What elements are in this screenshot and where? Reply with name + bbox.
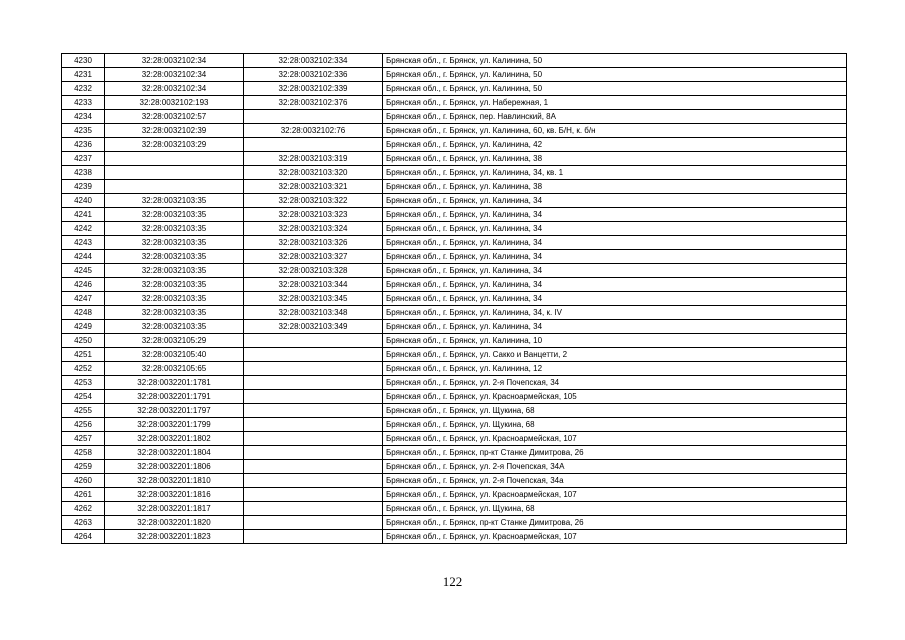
object-cadastral-number-cell: [244, 418, 383, 432]
table-row: [62, 278, 847, 292]
object-cadastral-number-cell: [244, 362, 383, 376]
object-cadastral-number-cell: [244, 110, 383, 124]
table-row: [62, 306, 847, 320]
address-cell: Брянская обл., г. Брянск, ул. Калинина, 42: [383, 138, 847, 152]
row-number-cell: 4239: [62, 180, 105, 194]
row-number-cell: 4235: [62, 124, 105, 138]
object-cadastral-number-cell: 32:28:0032103:344: [244, 278, 383, 292]
address-cell: Брянская обл., г. Брянск, пер. Навлинский, 8А: [383, 110, 847, 124]
table-row: [62, 110, 847, 124]
table-row: [62, 446, 847, 460]
address-cell: Брянская обл., г. Брянск, ул. Калинина, 34: [383, 222, 847, 236]
cadastral-number-cell: 32:28:0032103:35: [105, 278, 244, 292]
table-row: [62, 138, 847, 152]
row-number-cell: 4242: [62, 222, 105, 236]
row-number-cell: 4234: [62, 110, 105, 124]
row-number-cell: 4260: [62, 474, 105, 488]
row-number-cell: 4251: [62, 348, 105, 362]
address-cell: Брянская обл., г. Брянск, ул. Калинина, 34: [383, 194, 847, 208]
cadastral-number-cell: 32:28:0032102:57: [105, 110, 244, 124]
row-number-cell: 4257: [62, 432, 105, 446]
object-cadastral-number-cell: [244, 348, 383, 362]
address-cell: Брянская обл., г. Брянск, ул. Калинина, 34, к. IV: [383, 306, 847, 320]
address-cell: Брянская обл., г. Брянск, пр-кт Станке Димитрова, 26: [383, 516, 847, 530]
table-row: [62, 264, 847, 278]
address-cell: Брянская обл., г. Брянск, ул. Калинина, 50: [383, 68, 847, 82]
table-row: [62, 166, 847, 180]
address-cell: Брянская обл., г. Брянск, ул. Набережная, 1: [383, 96, 847, 110]
row-number-cell: 4264: [62, 530, 105, 544]
cadastral-number-cell: 32:28:0032102:34: [105, 68, 244, 82]
address-cell: Брянская обл., г. Брянск, ул. Калинина, 34: [383, 320, 847, 334]
cadastral-number-cell: 32:28:0032103:35: [105, 320, 244, 334]
cadastral-number-cell: [105, 180, 244, 194]
cadastral-number-cell: 32:28:0032102:193: [105, 96, 244, 110]
cadastral-number-cell: 32:28:0032201:1823: [105, 530, 244, 544]
address-cell: Брянская обл., г. Брянск, ул. Красноармейская, 105: [383, 390, 847, 404]
address-cell: Брянская обл., г. Брянск, ул. Калинина, 38: [383, 180, 847, 194]
table-row: [62, 362, 847, 376]
cadastral-number-cell: 32:28:0032103:35: [105, 236, 244, 250]
row-number-cell: 4246: [62, 278, 105, 292]
row-number-cell: 4241: [62, 208, 105, 222]
address-cell: Брянская обл., г. Брянск, ул. Калинина, 34: [383, 208, 847, 222]
row-number-cell: 4238: [62, 166, 105, 180]
row-number-cell: 4262: [62, 502, 105, 516]
table-row: [62, 530, 847, 544]
table-row: [62, 474, 847, 488]
row-number-cell: 4236: [62, 138, 105, 152]
object-cadastral-number-cell: [244, 446, 383, 460]
address-cell: Брянская обл., г. Брянск, ул. 2-я Почепская, 34: [383, 376, 847, 390]
address-cell: Брянская обл., г. Брянск, ул. 2-я Почепская, 34а: [383, 474, 847, 488]
object-cadastral-number-cell: [244, 474, 383, 488]
row-number-cell: 4230: [62, 54, 105, 68]
address-cell: Брянская обл., г. Брянск, ул. Калинина, 34: [383, 292, 847, 306]
address-cell: Брянская обл., г. Брянск, ул. Калинина, 50: [383, 54, 847, 68]
row-number-cell: 4258: [62, 446, 105, 460]
object-cadastral-number-cell: 32:28:0032102:339: [244, 82, 383, 96]
row-number-cell: 4253: [62, 376, 105, 390]
table-row: [62, 292, 847, 306]
object-cadastral-number-cell: [244, 530, 383, 544]
table-row: [62, 96, 847, 110]
cadastral-number-cell: 32:28:0032201:1799: [105, 418, 244, 432]
table-row: [62, 208, 847, 222]
cadastral-number-cell: 32:28:0032102:34: [105, 82, 244, 96]
cadastral-number-cell: 32:28:0032201:1816: [105, 488, 244, 502]
row-number-cell: 4244: [62, 250, 105, 264]
address-cell: Брянская обл., г. Брянск, ул. Калинина, 34: [383, 278, 847, 292]
object-cadastral-number-cell: [244, 502, 383, 516]
row-number-cell: 4249: [62, 320, 105, 334]
registry-table-body: [62, 54, 847, 544]
table-row: [62, 432, 847, 446]
table-row: [62, 54, 847, 68]
table-row: [62, 404, 847, 418]
object-cadastral-number-cell: 32:28:0032103:323: [244, 208, 383, 222]
object-cadastral-number-cell: [244, 460, 383, 474]
address-cell: Брянская обл., г. Брянск, ул. Щукина, 68: [383, 502, 847, 516]
address-cell: Брянская обл., г. Брянск, ул. Красноармейская, 107: [383, 432, 847, 446]
address-cell: Брянская обл., г. Брянск, ул. Калинина, 12: [383, 362, 847, 376]
row-number-cell: 4237: [62, 152, 105, 166]
address-cell: Брянская обл., г. Брянск, ул. 2-я Почепская, 34А: [383, 460, 847, 474]
row-number-cell: 4243: [62, 236, 105, 250]
table-row: [62, 516, 847, 530]
object-cadastral-number-cell: 32:28:0032103:345: [244, 292, 383, 306]
row-number-cell: 4263: [62, 516, 105, 530]
object-cadastral-number-cell: [244, 404, 383, 418]
row-number-cell: 4250: [62, 334, 105, 348]
object-cadastral-number-cell: 32:28:0032103:326: [244, 236, 383, 250]
object-cadastral-number-cell: [244, 488, 383, 502]
address-cell: Брянская обл., г. Брянск, ул. Щукина, 68: [383, 418, 847, 432]
table-row: [62, 502, 847, 516]
object-cadastral-number-cell: 32:28:0032103:348: [244, 306, 383, 320]
row-number-cell: 4245: [62, 264, 105, 278]
cadastral-number-cell: 32:28:0032105:40: [105, 348, 244, 362]
cadastral-number-cell: 32:28:0032201:1781: [105, 376, 244, 390]
object-cadastral-number-cell: 32:28:0032102:76: [244, 124, 383, 138]
table-row: [62, 222, 847, 236]
table-row: [62, 180, 847, 194]
cadastral-number-cell: 32:28:0032103:35: [105, 250, 244, 264]
page-number: 122: [442, 574, 463, 589]
object-cadastral-number-cell: 32:28:0032103:319: [244, 152, 383, 166]
cadastral-number-cell: 32:28:0032103:35: [105, 222, 244, 236]
cadastral-number-cell: 32:28:0032201:1810: [105, 474, 244, 488]
table-row: [62, 320, 847, 334]
cadastral-number-cell: 32:28:0032105:29: [105, 334, 244, 348]
object-cadastral-number-cell: 32:28:0032102:376: [244, 96, 383, 110]
cadastral-number-cell: 32:28:0032103:35: [105, 264, 244, 278]
cadastral-number-cell: [105, 152, 244, 166]
object-cadastral-number-cell: [244, 376, 383, 390]
cadastral-number-cell: 32:28:0032103:35: [105, 292, 244, 306]
address-cell: Брянская обл., г. Брянск, ул. Калинина, 60, кв. Б/Н, к. б/н: [383, 124, 847, 138]
address-cell: Брянская обл., г. Брянск, ул. Калинина, 38: [383, 152, 847, 166]
address-cell: Брянская обл., г. Брянск, ул. Красноармейская, 107: [383, 530, 847, 544]
table-row: [62, 250, 847, 264]
object-cadastral-number-cell: 32:28:0032102:336: [244, 68, 383, 82]
address-cell: Брянская обл., г. Брянск, ул. Калинина, 34, кв. 1: [383, 166, 847, 180]
address-cell: Брянская обл., г. Брянск, ул. Калинина, 50: [383, 82, 847, 96]
table-row: [62, 68, 847, 82]
table-row: [62, 460, 847, 474]
cadastral-number-cell: 32:28:0032102:34: [105, 54, 244, 68]
table-row: [62, 194, 847, 208]
object-cadastral-number-cell: 32:28:0032103:324: [244, 222, 383, 236]
cadastral-number-cell: 32:28:0032201:1817: [105, 502, 244, 516]
object-cadastral-number-cell: [244, 138, 383, 152]
cadastral-number-cell: 32:28:0032201:1797: [105, 404, 244, 418]
row-number-cell: 4254: [62, 390, 105, 404]
object-cadastral-number-cell: [244, 432, 383, 446]
object-cadastral-number-cell: [244, 334, 383, 348]
table-row: [62, 488, 847, 502]
row-number-cell: 4240: [62, 194, 105, 208]
registry-table: [61, 53, 847, 544]
cadastral-number-cell: 32:28:0032103:35: [105, 306, 244, 320]
object-cadastral-number-cell: 32:28:0032103:320: [244, 166, 383, 180]
object-cadastral-number-cell: [244, 390, 383, 404]
cadastral-number-cell: 32:28:0032103:35: [105, 208, 244, 222]
row-number-cell: 4261: [62, 488, 105, 502]
cadastral-number-cell: 32:28:0032201:1791: [105, 390, 244, 404]
address-cell: Брянская обл., г. Брянск, ул. Калинина, 34: [383, 250, 847, 264]
cadastral-number-cell: 32:28:0032102:39: [105, 124, 244, 138]
cadastral-number-cell: 32:28:0032201:1806: [105, 460, 244, 474]
object-cadastral-number-cell: 32:28:0032103:328: [244, 264, 383, 278]
address-cell: Брянская обл., г. Брянск, ул. Калинина, 34: [383, 264, 847, 278]
object-cadastral-number-cell: 32:28:0032103:327: [244, 250, 383, 264]
cadastral-number-cell: 32:28:0032201:1820: [105, 516, 244, 530]
row-number-cell: 4255: [62, 404, 105, 418]
object-cadastral-number-cell: [244, 516, 383, 530]
cadastral-number-cell: 32:28:0032103:29: [105, 138, 244, 152]
address-cell: Брянская обл., г. Брянск, ул. Калинина, 10: [383, 334, 847, 348]
table-row: [62, 390, 847, 404]
cadastral-number-cell: 32:28:0032103:35: [105, 194, 244, 208]
table-row: [62, 152, 847, 166]
row-number-cell: 4232: [62, 82, 105, 96]
row-number-cell: 4231: [62, 68, 105, 82]
row-number-cell: 4259: [62, 460, 105, 474]
row-number-cell: 4252: [62, 362, 105, 376]
address-cell: Брянская обл., г. Брянск, ул. Красноармейская, 107: [383, 488, 847, 502]
cadastral-number-cell: 32:28:0032201:1804: [105, 446, 244, 460]
table-row: [62, 376, 847, 390]
address-cell: Брянская обл., г. Брянск, ул. Щукина, 68: [383, 404, 847, 418]
object-cadastral-number-cell: 32:28:0032102:334: [244, 54, 383, 68]
address-cell: Брянская обл., г. Брянск, пр-кт Станке Димитрова, 26: [383, 446, 847, 460]
table-row: [62, 124, 847, 138]
table-row: [62, 348, 847, 362]
table-row: [62, 418, 847, 432]
table-row: [62, 82, 847, 96]
address-cell: Брянская обл., г. Брянск, ул. Сакко и Ванцетти, 2: [383, 348, 847, 362]
row-number-cell: 4233: [62, 96, 105, 110]
address-cell: Брянская обл., г. Брянск, ул. Калинина, 34: [383, 236, 847, 250]
row-number-cell: 4247: [62, 292, 105, 306]
object-cadastral-number-cell: 32:28:0032103:322: [244, 194, 383, 208]
table-row: [62, 334, 847, 348]
cadastral-number-cell: 32:28:0032201:1802: [105, 432, 244, 446]
row-number-cell: 4256: [62, 418, 105, 432]
table-row: [62, 236, 847, 250]
cadastral-number-cell: 32:28:0032105:65: [105, 362, 244, 376]
object-cadastral-number-cell: 32:28:0032103:349: [244, 320, 383, 334]
object-cadastral-number-cell: 32:28:0032103:321: [244, 180, 383, 194]
row-number-cell: 4248: [62, 306, 105, 320]
cadastral-number-cell: [105, 166, 244, 180]
